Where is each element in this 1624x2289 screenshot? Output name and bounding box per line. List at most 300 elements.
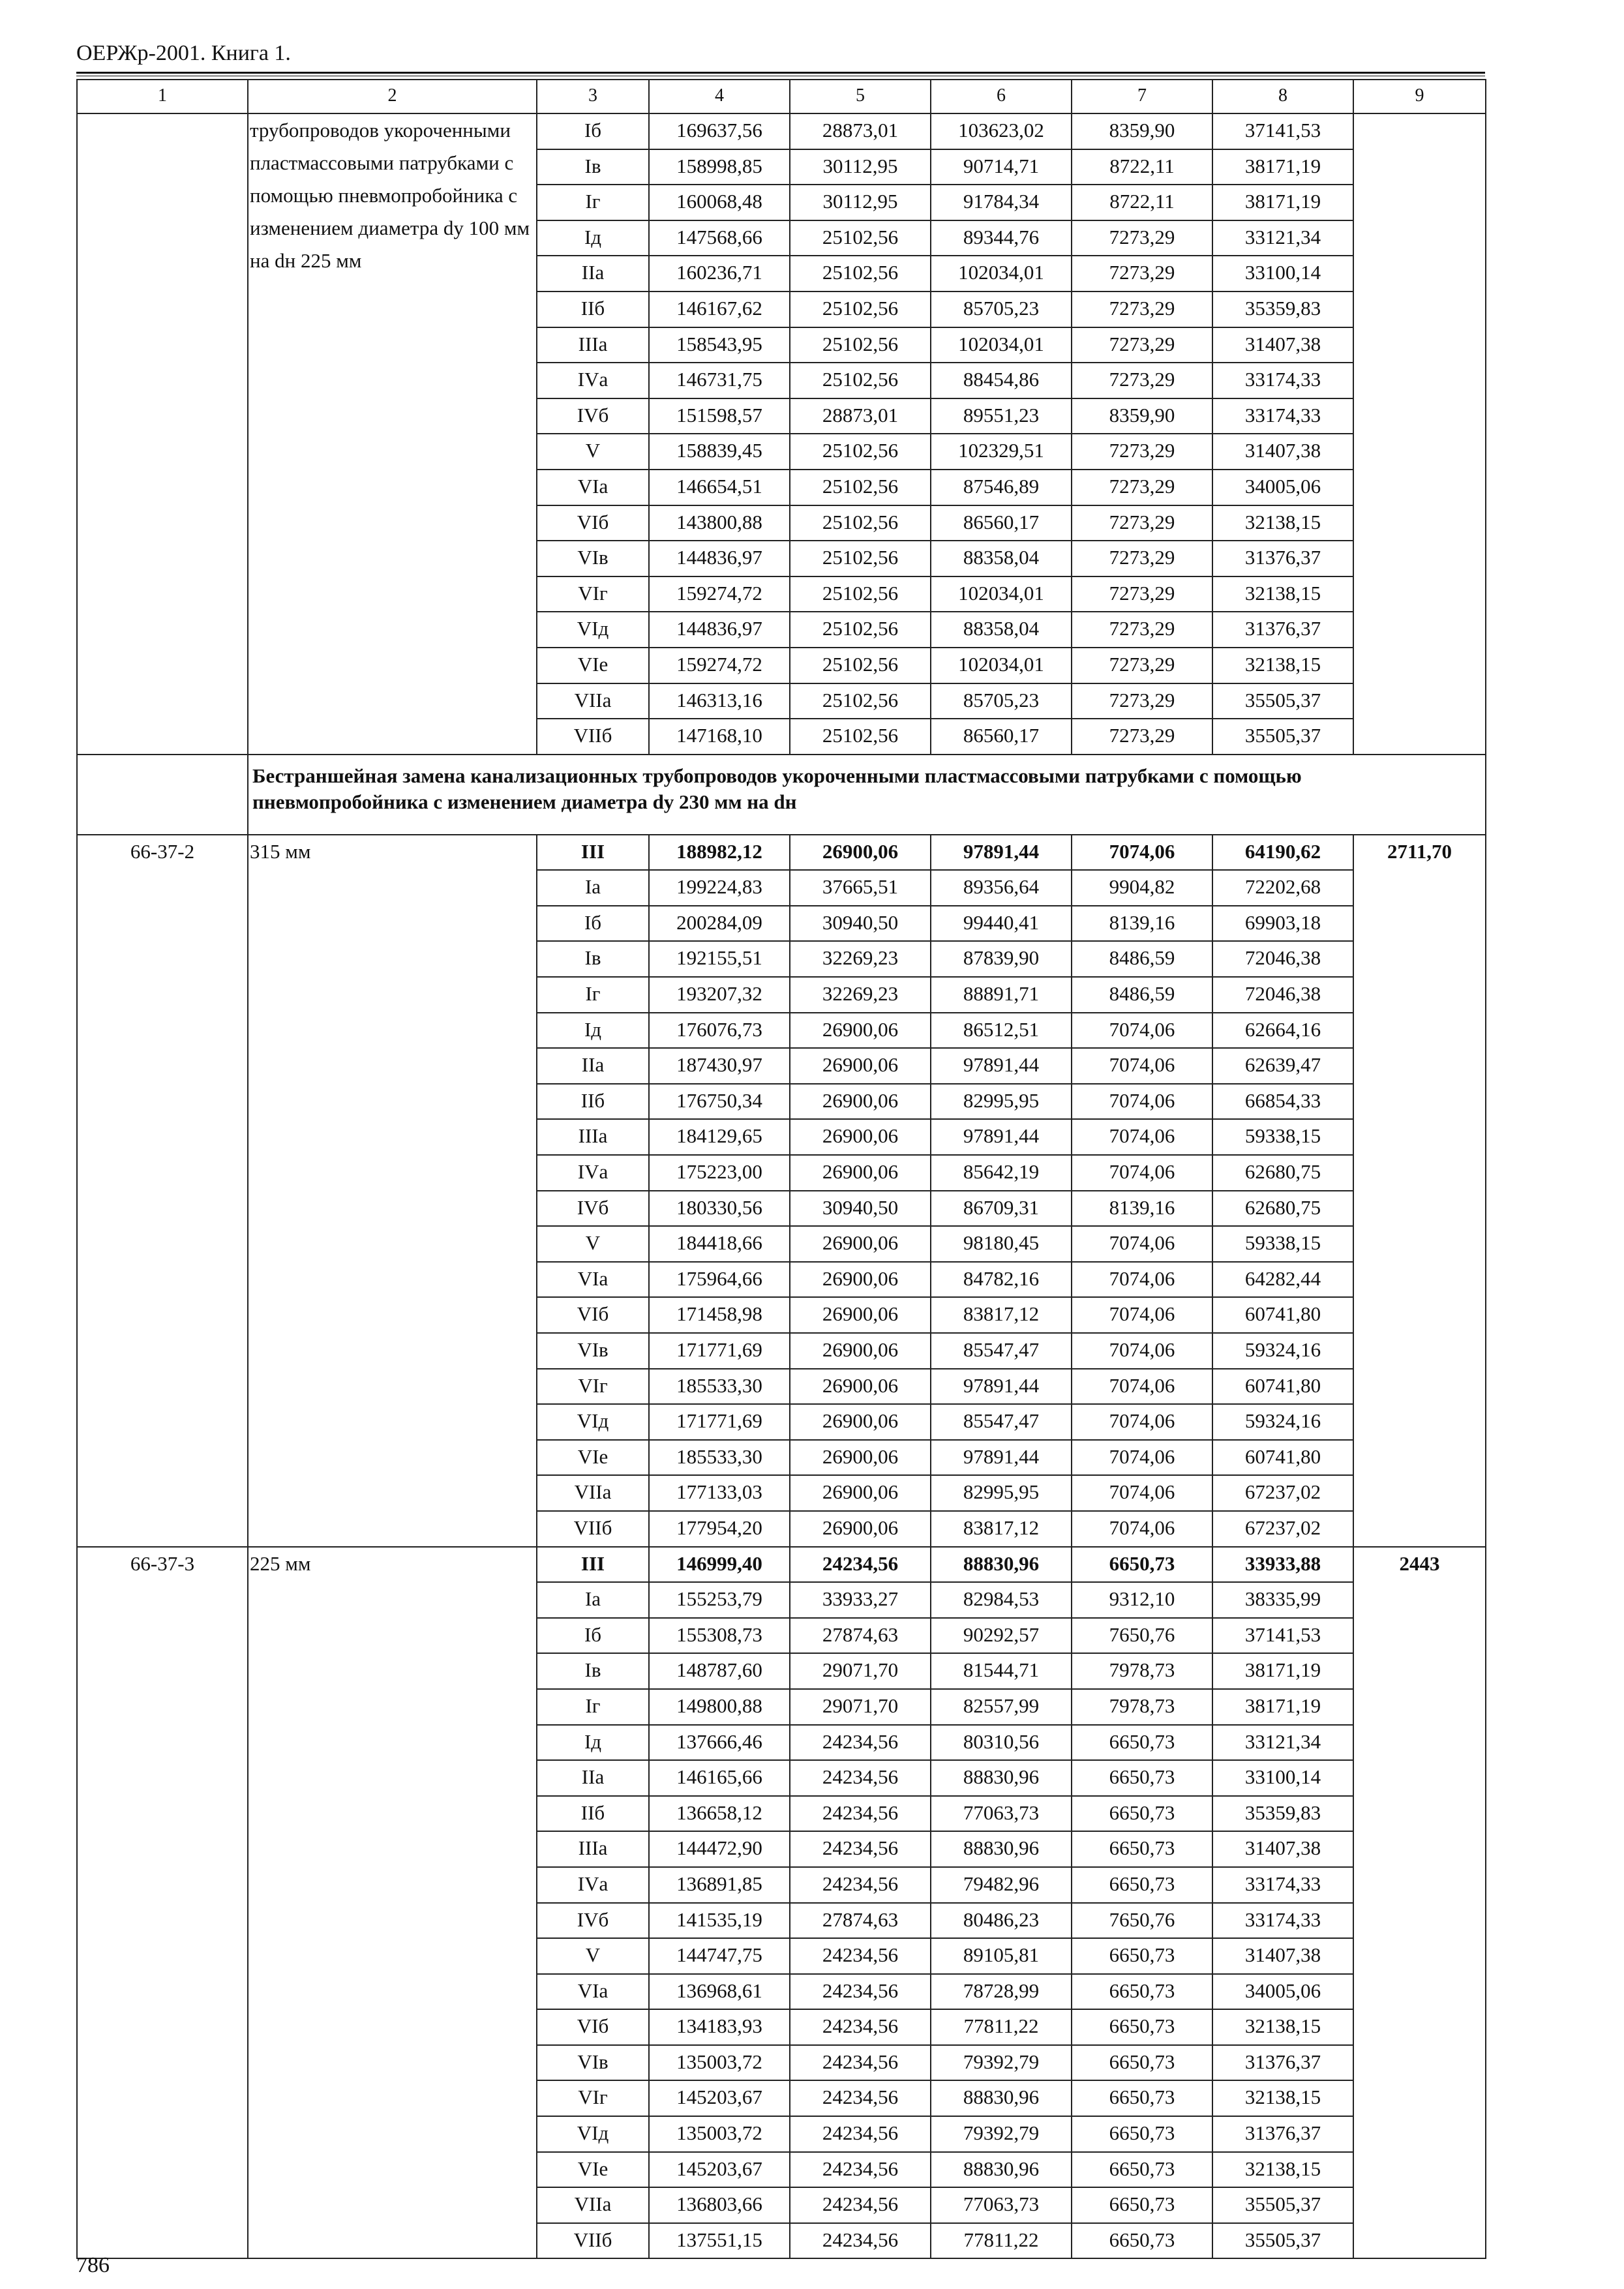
value-cell: 90292,57 (931, 1618, 1072, 1654)
value-cell: 7074,06 (1072, 1440, 1212, 1476)
value-cell: 7273,29 (1072, 612, 1212, 648)
value-cell: 60741,80 (1212, 1369, 1353, 1405)
value-cell: 192155,51 (649, 941, 790, 977)
rate-code (77, 113, 248, 755)
value-cell: 137666,46 (649, 1725, 790, 1761)
value-cell: 30112,95 (790, 185, 931, 220)
zone-cell: IIб (537, 1796, 649, 1832)
value-cell: 8722,11 (1072, 185, 1212, 220)
value-cell: 26900,06 (790, 1297, 931, 1333)
value-cell: 184129,65 (649, 1119, 790, 1155)
section-empty-cell (77, 755, 248, 835)
value-cell: 85705,23 (931, 683, 1072, 719)
value-cell: 26900,06 (790, 1262, 931, 1298)
value-cell: 98180,45 (931, 1226, 1072, 1262)
value-cell: 59324,16 (1212, 1404, 1353, 1440)
column-number-row (77, 80, 1486, 113)
column-number: 2 (248, 80, 537, 113)
value-cell: 200284,09 (649, 906, 790, 942)
value-cell: 82995,95 (931, 1084, 1072, 1120)
value-cell: 24234,56 (790, 2009, 931, 2045)
zone-cell: IVб (537, 1903, 649, 1939)
zone-cell: IIIа (537, 1119, 649, 1155)
value-cell: 38335,99 (1212, 1582, 1353, 1618)
value-cell: 158839,45 (649, 434, 790, 470)
value-cell: 8359,90 (1072, 113, 1212, 149)
value-cell: 155308,73 (649, 1618, 790, 1654)
value-cell: 6650,73 (1072, 2223, 1212, 2259)
value-cell: 28873,01 (790, 113, 931, 149)
value-cell: 171458,98 (649, 1297, 790, 1333)
value-cell: 64190,62 (1212, 835, 1353, 871)
value-cell: 32269,23 (790, 941, 931, 977)
value-cell: 7273,29 (1072, 292, 1212, 327)
zone-cell: IIIа (537, 1831, 649, 1867)
value-cell: 79392,79 (931, 2045, 1072, 2081)
value-cell: 24234,56 (790, 1867, 931, 1903)
value-cell: 7273,29 (1072, 719, 1212, 755)
value-cell: 135003,72 (649, 2045, 790, 2081)
value-cell: 6650,73 (1072, 1974, 1212, 2010)
value-cell: 82557,99 (931, 1689, 1072, 1725)
table-row (77, 835, 1486, 871)
value-cell: 32138,15 (1212, 505, 1353, 541)
zone-cell: VIв (537, 2045, 649, 2081)
value-cell: 97891,44 (931, 1119, 1072, 1155)
value-cell: 60741,80 (1212, 1297, 1353, 1333)
value-cell: 193207,32 (649, 977, 790, 1013)
value-cell: 91784,34 (931, 185, 1072, 220)
value-cell: 188982,12 (649, 835, 790, 871)
value-cell: 141535,19 (649, 1903, 790, 1939)
value-cell: 31376,37 (1212, 541, 1353, 576)
value-cell: 35505,37 (1212, 2187, 1353, 2223)
total-cell: 2711,70 (1353, 835, 1486, 1547)
value-cell: 6650,73 (1072, 2187, 1212, 2223)
zone-cell: VIIа (537, 683, 649, 719)
zone-cell: V (537, 434, 649, 470)
value-cell: 147168,10 (649, 719, 790, 755)
zone-cell: VIг (537, 1369, 649, 1405)
section-heading-row (77, 755, 1486, 835)
value-cell: 62680,75 (1212, 1191, 1353, 1227)
value-cell: 30940,50 (790, 906, 931, 942)
value-cell: 67237,02 (1212, 1511, 1353, 1547)
zone-cell: VIг (537, 2080, 649, 2116)
value-cell: 80310,56 (931, 1725, 1072, 1761)
value-cell: 171771,69 (649, 1404, 790, 1440)
value-cell: 86512,51 (931, 1013, 1072, 1049)
value-cell: 59324,16 (1212, 1333, 1353, 1369)
zone-cell: Iг (537, 977, 649, 1013)
value-cell: 103623,02 (931, 113, 1072, 149)
zone-cell: VIIа (537, 2187, 649, 2223)
zone-cell: VIе (537, 2152, 649, 2188)
value-cell: 7074,06 (1072, 1404, 1212, 1440)
value-cell: 33100,14 (1212, 256, 1353, 292)
column-number: 4 (649, 80, 790, 113)
value-cell: 88454,86 (931, 363, 1072, 398)
value-cell: 38171,19 (1212, 149, 1353, 185)
value-cell: 136803,66 (649, 2187, 790, 2223)
value-cell: 82995,95 (931, 1475, 1072, 1511)
value-cell: 169637,56 (649, 113, 790, 149)
value-cell: 145203,67 (649, 2080, 790, 2116)
zone-cell: VIIб (537, 719, 649, 755)
zone-cell: IVб (537, 398, 649, 434)
value-cell: 31376,37 (1212, 612, 1353, 648)
value-cell: 84782,16 (931, 1262, 1072, 1298)
value-cell: 148787,60 (649, 1653, 790, 1689)
value-cell: 26900,06 (790, 1333, 931, 1369)
value-cell: 77811,22 (931, 2009, 1072, 2045)
rate-code: 66-37-3 (77, 1547, 248, 2259)
value-cell: 8486,59 (1072, 941, 1212, 977)
value-cell: 33100,14 (1212, 1760, 1353, 1796)
value-cell: 137551,15 (649, 2223, 790, 2259)
value-cell: 66854,33 (1212, 1084, 1353, 1120)
value-cell: 7978,73 (1072, 1653, 1212, 1689)
value-cell: 88830,96 (931, 1831, 1072, 1867)
zone-cell: V (537, 1938, 649, 1974)
value-cell: 25102,56 (790, 719, 931, 755)
value-cell: 80486,23 (931, 1903, 1072, 1939)
value-cell: 89105,81 (931, 1938, 1072, 1974)
zone-cell: Iд (537, 1725, 649, 1761)
value-cell: 64282,44 (1212, 1262, 1353, 1298)
value-cell: 25102,56 (790, 648, 931, 683)
column-number: 1 (77, 80, 248, 113)
value-cell: 6650,73 (1072, 2080, 1212, 2116)
value-cell: 184418,66 (649, 1226, 790, 1262)
value-cell: 25102,56 (790, 363, 931, 398)
zone-cell: VIг (537, 576, 649, 612)
zone-cell: VIд (537, 1404, 649, 1440)
page-number: 786 (76, 2253, 110, 2277)
zone-cell: III (537, 835, 649, 871)
value-cell: 59338,15 (1212, 1119, 1353, 1155)
value-cell: 7074,06 (1072, 1262, 1212, 1298)
value-cell: 7074,06 (1072, 1333, 1212, 1369)
value-cell: 25102,56 (790, 683, 931, 719)
value-cell: 32138,15 (1212, 2152, 1353, 2188)
zone-cell: VIе (537, 1440, 649, 1476)
value-cell: 26900,06 (790, 1155, 931, 1191)
value-cell: 79392,79 (931, 2116, 1072, 2152)
zone-cell: IIб (537, 292, 649, 327)
value-cell: 32269,23 (790, 977, 931, 1013)
value-cell: 7650,76 (1072, 1618, 1212, 1654)
value-cell: 35359,83 (1212, 1796, 1353, 1832)
zone-cell: Iа (537, 870, 649, 906)
value-cell: 62639,47 (1212, 1048, 1353, 1084)
value-cell: 26900,06 (790, 1369, 931, 1405)
rates-table (76, 79, 1486, 2259)
value-cell: 30112,95 (790, 149, 931, 185)
value-cell: 25102,56 (790, 470, 931, 505)
value-cell: 7074,06 (1072, 835, 1212, 871)
value-cell: 67237,02 (1212, 1475, 1353, 1511)
value-cell: 7074,06 (1072, 1226, 1212, 1262)
value-cell: 6650,73 (1072, 1796, 1212, 1832)
value-cell: 24234,56 (790, 1974, 931, 2010)
zone-cell: IIа (537, 256, 649, 292)
value-cell: 7273,29 (1072, 327, 1212, 363)
zone-cell: VIа (537, 470, 649, 505)
value-cell: 24234,56 (790, 1725, 931, 1761)
value-cell: 177954,20 (649, 1511, 790, 1547)
value-cell: 7074,06 (1072, 1084, 1212, 1120)
value-cell: 135003,72 (649, 2116, 790, 2152)
zone-cell: VIе (537, 648, 649, 683)
value-cell: 24234,56 (790, 1938, 931, 1974)
value-cell: 26900,06 (790, 1404, 931, 1440)
value-cell: 89356,64 (931, 870, 1072, 906)
zone-cell: Iв (537, 941, 649, 977)
column-number: 8 (1212, 80, 1353, 113)
value-cell: 7273,29 (1072, 648, 1212, 683)
value-cell: 62664,16 (1212, 1013, 1353, 1049)
value-cell: 88358,04 (931, 541, 1072, 576)
value-cell: 26900,06 (790, 1048, 931, 1084)
value-cell: 176076,73 (649, 1013, 790, 1049)
zone-cell: VIIб (537, 2223, 649, 2259)
value-cell: 31376,37 (1212, 2116, 1353, 2152)
value-cell: 25102,56 (790, 576, 931, 612)
zone-cell: IVб (537, 1191, 649, 1227)
document-title: ОЕРЖр-2001. Книга 1. (76, 41, 291, 65)
value-cell: 31407,38 (1212, 327, 1353, 363)
value-cell: 88830,96 (931, 2080, 1072, 2116)
zone-cell: VIIа (537, 1475, 649, 1511)
zone-cell: VIIб (537, 1511, 649, 1547)
value-cell: 77063,73 (931, 1796, 1072, 1832)
zone-cell: Iб (537, 906, 649, 942)
value-cell: 88891,71 (931, 977, 1072, 1013)
value-cell: 62680,75 (1212, 1155, 1353, 1191)
value-cell: 25102,56 (790, 434, 931, 470)
value-cell: 8139,16 (1072, 906, 1212, 942)
value-cell: 7074,06 (1072, 1297, 1212, 1333)
value-cell: 136968,61 (649, 1974, 790, 2010)
zone-cell: VIв (537, 1333, 649, 1369)
value-cell: 8359,90 (1072, 398, 1212, 434)
value-cell: 7074,06 (1072, 1511, 1212, 1547)
zone-cell: Iд (537, 1013, 649, 1049)
value-cell: 24234,56 (790, 2116, 931, 2152)
value-cell: 160068,48 (649, 185, 790, 220)
value-cell: 25102,56 (790, 505, 931, 541)
zone-cell: V (537, 1226, 649, 1262)
value-cell: 27874,63 (790, 1903, 931, 1939)
value-cell: 144836,97 (649, 541, 790, 576)
value-cell: 6650,73 (1072, 1725, 1212, 1761)
value-cell: 134183,93 (649, 2009, 790, 2045)
value-cell: 37141,53 (1212, 1618, 1353, 1654)
value-cell: 82984,53 (931, 1582, 1072, 1618)
value-cell: 7273,29 (1072, 576, 1212, 612)
value-cell: 27874,63 (790, 1618, 931, 1654)
value-cell: 6650,73 (1072, 1938, 1212, 1974)
value-cell: 146731,75 (649, 363, 790, 398)
value-cell: 87839,90 (931, 941, 1072, 977)
value-cell: 30940,50 (790, 1191, 931, 1227)
value-cell: 159274,72 (649, 648, 790, 683)
value-cell: 69903,18 (1212, 906, 1353, 942)
value-cell: 7273,29 (1072, 434, 1212, 470)
value-cell: 29071,70 (790, 1689, 931, 1725)
zone-cell: Iб (537, 1618, 649, 1654)
zone-cell: VIд (537, 2116, 649, 2152)
value-cell: 85642,19 (931, 1155, 1072, 1191)
value-cell: 187430,97 (649, 1048, 790, 1084)
value-cell: 34005,06 (1212, 470, 1353, 505)
value-cell: 79482,96 (931, 1867, 1072, 1903)
value-cell: 26900,06 (790, 1226, 931, 1262)
value-cell: 180330,56 (649, 1191, 790, 1227)
zone-cell: Iг (537, 185, 649, 220)
value-cell: 199224,83 (649, 870, 790, 906)
value-cell: 35505,37 (1212, 719, 1353, 755)
value-cell: 26900,06 (790, 1475, 931, 1511)
value-cell: 175223,00 (649, 1155, 790, 1191)
value-cell: 7074,06 (1072, 1369, 1212, 1405)
section-heading: Бестраншейная замена канализационных трубопроводов укороченными пластмассовыми патрубками с помощью пневмопробойника с изменением диаметра dу 230 мм на dн (248, 755, 1486, 835)
zone-cell: VIб (537, 505, 649, 541)
value-cell: 26900,06 (790, 1119, 931, 1155)
value-cell: 72046,38 (1212, 977, 1353, 1013)
value-cell: 29071,70 (790, 1653, 931, 1689)
zone-cell: Iг (537, 1689, 649, 1725)
value-cell: 86709,31 (931, 1191, 1072, 1227)
value-cell: 24234,56 (790, 2152, 931, 2188)
zone-cell: Iв (537, 1653, 649, 1689)
value-cell: 8722,11 (1072, 149, 1212, 185)
value-cell: 83817,12 (931, 1511, 1072, 1547)
value-cell: 88830,96 (931, 2152, 1072, 2188)
value-cell: 177133,03 (649, 1475, 790, 1511)
value-cell: 7074,06 (1072, 1475, 1212, 1511)
value-cell: 158543,95 (649, 327, 790, 363)
zone-cell: IIIа (537, 327, 649, 363)
value-cell: 37141,53 (1212, 113, 1353, 149)
value-cell: 81544,71 (931, 1653, 1072, 1689)
value-cell: 6650,73 (1072, 1547, 1212, 1583)
value-cell: 144836,97 (649, 612, 790, 648)
value-cell: 25102,56 (790, 541, 931, 576)
value-cell: 176750,34 (649, 1084, 790, 1120)
column-number: 5 (790, 80, 931, 113)
value-cell: 77063,73 (931, 2187, 1072, 2223)
work-description: 225 мм (248, 1547, 537, 2259)
value-cell: 102329,51 (931, 434, 1072, 470)
value-cell: 155253,79 (649, 1582, 790, 1618)
value-cell: 26900,06 (790, 1440, 931, 1476)
zone-cell: VIб (537, 2009, 649, 2045)
value-cell: 7650,76 (1072, 1903, 1212, 1939)
value-cell: 6650,73 (1072, 2152, 1212, 2188)
zone-cell: IIа (537, 1760, 649, 1796)
value-cell: 144472,90 (649, 1831, 790, 1867)
value-cell: 87546,89 (931, 470, 1072, 505)
rate-code: 66-37-2 (77, 835, 248, 1547)
zone-cell: Iб (537, 113, 649, 149)
value-cell: 145203,67 (649, 2152, 790, 2188)
value-cell: 158998,85 (649, 149, 790, 185)
value-cell: 86560,17 (931, 505, 1072, 541)
column-number: 7 (1072, 80, 1212, 113)
zone-cell: IVа (537, 363, 649, 398)
value-cell: 33174,33 (1212, 363, 1353, 398)
value-cell: 25102,56 (790, 220, 931, 256)
table-row (77, 1547, 1486, 1583)
table-row (77, 113, 1486, 149)
value-cell: 38171,19 (1212, 185, 1353, 220)
value-cell: 146313,16 (649, 683, 790, 719)
header-divider (76, 72, 1485, 76)
value-cell: 7074,06 (1072, 1119, 1212, 1155)
zone-cell: Iа (537, 1582, 649, 1618)
value-cell: 32138,15 (1212, 576, 1353, 612)
value-cell: 26900,06 (790, 1084, 931, 1120)
value-cell: 7273,29 (1072, 505, 1212, 541)
value-cell: 31407,38 (1212, 1938, 1353, 1974)
value-cell: 33933,27 (790, 1582, 931, 1618)
value-cell: 25102,56 (790, 327, 931, 363)
value-cell: 32138,15 (1212, 2009, 1353, 2045)
value-cell: 33121,34 (1212, 220, 1353, 256)
value-cell: 88830,96 (931, 1547, 1072, 1583)
value-cell: 86560,17 (931, 719, 1072, 755)
value-cell: 88358,04 (931, 612, 1072, 648)
zone-cell: VIд (537, 612, 649, 648)
column-number: 3 (537, 80, 649, 113)
value-cell: 6650,73 (1072, 2045, 1212, 2081)
value-cell: 7273,29 (1072, 363, 1212, 398)
value-cell: 6650,73 (1072, 2116, 1212, 2152)
value-cell: 33121,34 (1212, 1725, 1353, 1761)
value-cell: 24234,56 (790, 2080, 931, 2116)
zone-cell: Iв (537, 149, 649, 185)
value-cell: 85547,47 (931, 1333, 1072, 1369)
value-cell: 89344,76 (931, 220, 1072, 256)
value-cell: 102034,01 (931, 648, 1072, 683)
value-cell: 72202,68 (1212, 870, 1353, 906)
value-cell: 7273,29 (1072, 683, 1212, 719)
value-cell: 171771,69 (649, 1333, 790, 1369)
value-cell: 26900,06 (790, 835, 931, 871)
value-cell: 83817,12 (931, 1297, 1072, 1333)
value-cell: 37665,51 (790, 870, 931, 906)
value-cell: 35505,37 (1212, 2223, 1353, 2259)
value-cell: 6650,73 (1072, 2009, 1212, 2045)
value-cell: 7273,29 (1072, 220, 1212, 256)
zone-cell: IVа (537, 1867, 649, 1903)
value-cell: 72046,38 (1212, 941, 1353, 977)
value-cell: 147568,66 (649, 220, 790, 256)
value-cell: 102034,01 (931, 327, 1072, 363)
value-cell: 85547,47 (931, 1404, 1072, 1440)
value-cell: 185533,30 (649, 1369, 790, 1405)
value-cell: 159274,72 (649, 576, 790, 612)
value-cell: 77811,22 (931, 2223, 1072, 2259)
value-cell: 97891,44 (931, 1048, 1072, 1084)
value-cell: 25102,56 (790, 256, 931, 292)
value-cell: 97891,44 (931, 1440, 1072, 1476)
value-cell: 149800,88 (649, 1689, 790, 1725)
value-cell: 7273,29 (1072, 470, 1212, 505)
value-cell: 8486,59 (1072, 977, 1212, 1013)
